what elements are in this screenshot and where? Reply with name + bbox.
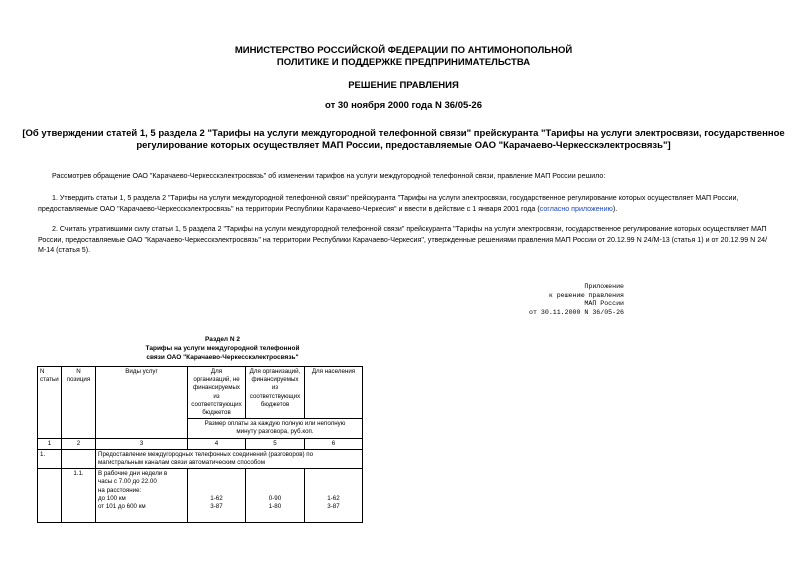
section-name-line-1: Тарифы на услуги междугородной телефонной — [145, 345, 300, 352]
header-service: Виды услуг — [96, 367, 188, 439]
header-payment: Размер оплаты за каждую полную или неполную минуту разговора, руб.коп. — [188, 419, 363, 438]
paragraph-item-1-text: 1. Утвердить статьи 1, 5 раздела 2 "Тарифы на услуги междугородной телефонной связи" прейскуранта "Тарифы на услуги электросвязи, государственное регулирование которых осуществляет МАП России, предоставляемые ОАО "Карачаево-Черкесскэлектросвязь" на территории Республики Карачаево-Черкесия" и ввести в действие с 1 января 2001 года ( — [38, 194, 739, 213]
tariff-table — [37, 366, 363, 523]
appendix-note — [440, 283, 624, 317]
ministry-line-1: МИНИСТЕРСТВО РОССИЙСКОЙ ФЕДЕРАЦИИ ПО АНТИМОНОПОЛЬНОЙ — [234, 45, 573, 56]
col-number-6: 6 — [305, 438, 363, 449]
row-1-1-org-financed: 0-90 1-80 — [246, 469, 305, 523]
col-number-4: 4 — [188, 438, 246, 449]
ministry-line-2: ПОЛИТИКЕ И ПОДДЕРЖКЕ ПРЕДПРИНИМАТЕЛЬСТВА — [276, 57, 531, 68]
row-1-1-population: 1-62 3-87 — [305, 469, 363, 523]
paragraph-item-1-end: ). — [612, 204, 618, 213]
ministry-name — [0, 45, 807, 69]
paragraph-item-1 — [38, 193, 783, 214]
section-name — [130, 344, 315, 362]
table-row-1-1 — [38, 469, 363, 523]
header-n-article: N статьи — [38, 367, 62, 439]
section-heading: Раздел N 2 — [205, 336, 240, 343]
header-org-financed: Для организаций, финансируемых из соответствующих бюджетов — [246, 367, 305, 419]
section-name-line-2: связи ОАО "Карачаево-Черкесскэлектросвязь" — [146, 354, 299, 361]
table-number-row — [38, 438, 363, 449]
appendix-line-2: к решению правления — [548, 291, 624, 299]
row-1-1-article — [38, 469, 62, 523]
col-number-5: 5 — [246, 438, 305, 449]
document-title: [Об утверждении статей 1, 5 раздела 2 "Тарифы на услуги междугородной телефонной связи" прейскуранта "Тарифы на услуги электросвязи, государственное регулирование которых осуществляет МАП России, предоставляемые ОАО "Карачаево-Черкесскэлектросвязь"] — [22, 128, 785, 151]
header-org-not-financed: Для организаций, не финансируемых из соответствующих бюджетов — [188, 367, 246, 419]
header-population: Для населения — [305, 367, 363, 419]
appendix-line-4: от 30.11.2000 N 36/05-26 — [529, 308, 624, 316]
table-row-article-1 — [38, 449, 363, 468]
appendix-link[interactable]: согласно приложению — [539, 204, 613, 213]
appendix-line-1: Приложение — [584, 283, 624, 290]
paragraph-intro: Рассмотрев обращение ОАО "Карачаево-Черкесскэлектросвязь" об изменении тарифов на услуги междугородной телефонной связи, правление МАП России решило: — [52, 172, 606, 180]
header-n-position: N позиция — [62, 367, 96, 439]
col-number-3: 3 — [96, 438, 188, 449]
row-1-1-org-not-financed: 1-62 3-87 — [188, 469, 246, 523]
table-header-row — [38, 367, 363, 419]
col-number-1: 1 — [38, 438, 62, 449]
decision-date: от 30 ноября 2000 года N 36/05-26 — [325, 100, 482, 111]
row-1-1-label: В рабочие дни недели в часы с 7.00 до 22.00 на расстояние: до 100 км от 101 до 600 км — [96, 469, 188, 523]
article-1-position — [62, 449, 96, 468]
page-bottom-mask — [0, 527, 807, 571]
article-1-number: 1. — [38, 449, 62, 468]
row-1-1-number: 1.1. — [62, 469, 96, 523]
article-1-text: Предоставление междугородных телефонных соединений (разговоров) по магистральным каналам связи автоматическим способом — [96, 449, 363, 468]
decision-heading: РЕШЕНИЕ ПРАВЛЕНИЯ — [348, 80, 459, 91]
col-number-2: 2 — [62, 438, 96, 449]
paragraph-item-2: 2. Считать утратившими силу статьи 1, 5 раздела 2 "Тарифы на услуги междугородной телефонной связи" прейскуранта "Тарифы на услуги электросвязи, государственное регулирование которых осуществляет МАП России, предоставляемые ОАО "Карачаево-Черкесскэлектросвязь" на территории Республики Карачаево-Черкесия", утвержденные решениями правления МАП России от 20.12.99 N 24/М-13 (статья 1) и от 20.12.99 N 24/М-14 (статья 5). — [38, 225, 768, 254]
appendix-line-3: МАП России — [584, 300, 624, 307]
